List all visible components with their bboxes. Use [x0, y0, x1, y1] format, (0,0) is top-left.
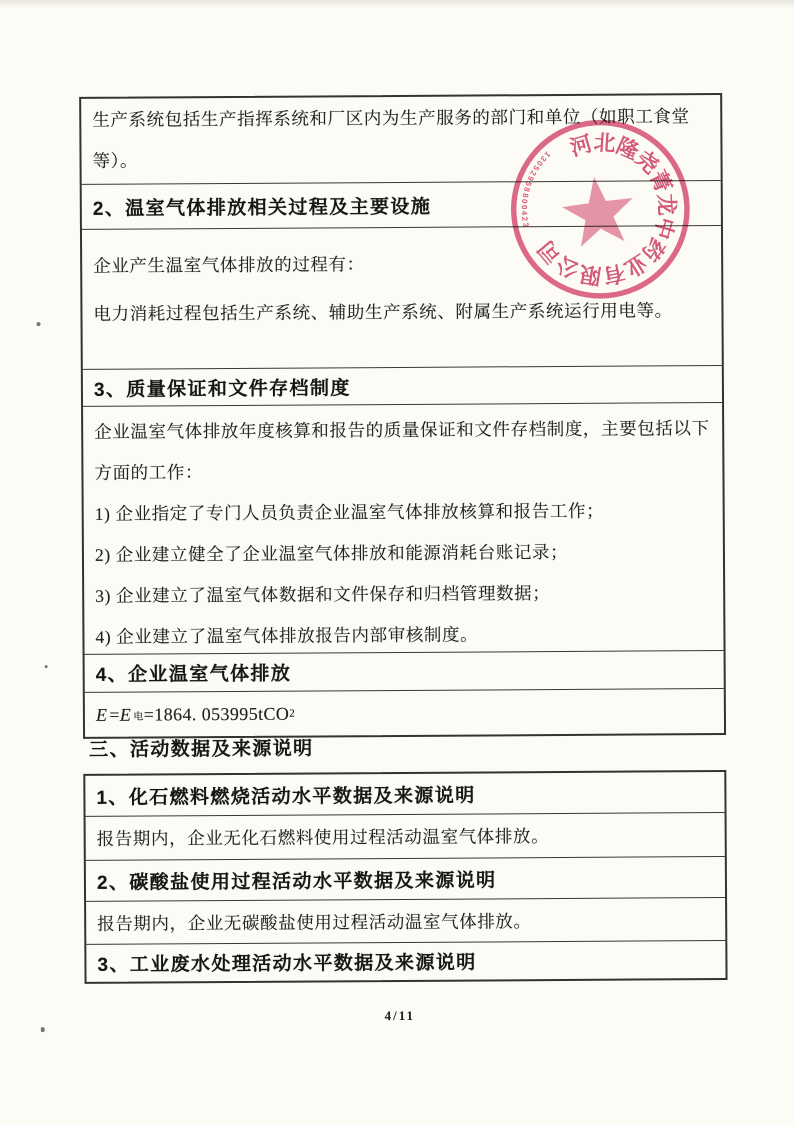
- section-heading-activity-data: 三、活动数据及来源说明: [89, 738, 314, 761]
- section-title: 2、碳酸盐使用过程活动水平数据及来源说明: [96, 869, 497, 894]
- list-item: 2) 企业建立健全了企业温室气体排放和能源消耗台账记录；: [94, 541, 569, 565]
- scan-speck: [37, 322, 41, 326]
- section-header-wastewater: [86, 940, 725, 982]
- seal-company-name: 河北隆尧菁龙中药业有限公司: [532, 129, 681, 290]
- seal-serial-number: 13052958800423: [519, 149, 553, 228]
- section-title: 2、温室气体排放相关过程及主要设施: [92, 196, 432, 220]
- section-title: 3、工业废水处理活动水平数据及来源说明: [97, 952, 477, 976]
- formula-subscript: 2: [289, 707, 296, 720]
- list-item: 4) 企业建立了温室气体排放报告内部审核制度。: [95, 624, 479, 647]
- section-header-carbonate: [86, 856, 725, 901]
- section-title: 4、企业温室气体排放: [95, 663, 292, 686]
- section-header-4: [85, 650, 724, 692]
- formula-value: =1864. 053995tCO: [143, 703, 290, 725]
- table-row-carbonate-body: [86, 897, 725, 944]
- body-paragraph: 报告期内，企业无碳酸盐使用过程活动温室气体排放。: [97, 910, 532, 934]
- page-number: 4/11: [384, 1007, 416, 1024]
- body-paragraph: 电力消耗过程包括生产系统、辅助生产系统、附属生产系统运行用电等。: [93, 300, 673, 324]
- scan-speck: [45, 665, 48, 668]
- table-row-fossil-fuel-body: [86, 812, 725, 860]
- formula-operator: =: [109, 704, 120, 725]
- body-paragraph: 企业产生温室气体排放的过程有：: [93, 254, 365, 276]
- report-table-activity-data: [83, 770, 727, 984]
- seal-star-icon: [559, 172, 638, 248]
- section-header-3: [83, 365, 722, 406]
- emission-formula: [85, 688, 724, 737]
- table-row-qa-archive: [83, 402, 724, 654]
- body-paragraph: 生产系统包括生产指挥系统和厂区内为生产服务的部门和单位（如职工食堂等）。: [92, 106, 690, 171]
- formula-variable: E: [119, 704, 132, 725]
- section-title: 3、质量保证和文件存档制度: [93, 377, 351, 401]
- body-paragraph: 报告期内，企业无化石燃料使用过程活动温室气体排放。: [96, 826, 550, 849]
- list-item: 3) 企业建立了温室气体数据和文件保存和归档管理数据；: [95, 583, 551, 606]
- list-item: 1) 企业指定了专门人员负责企业温室气体排放核算和报告工作；: [94, 500, 605, 524]
- scan-speck: [41, 1027, 45, 1032]
- formula-variable: E: [95, 704, 108, 725]
- section-title: 1、化石燃料燃烧活动水平数据及来源说明: [96, 785, 476, 809]
- section-header-fossil-fuel: [85, 772, 724, 816]
- formula-subscript: 电: [133, 711, 144, 723]
- body-paragraph: 企业温室气体排放年度核算和报告的质量保证和文件存档制度，主要包括以下方面的工作：: [94, 418, 710, 483]
